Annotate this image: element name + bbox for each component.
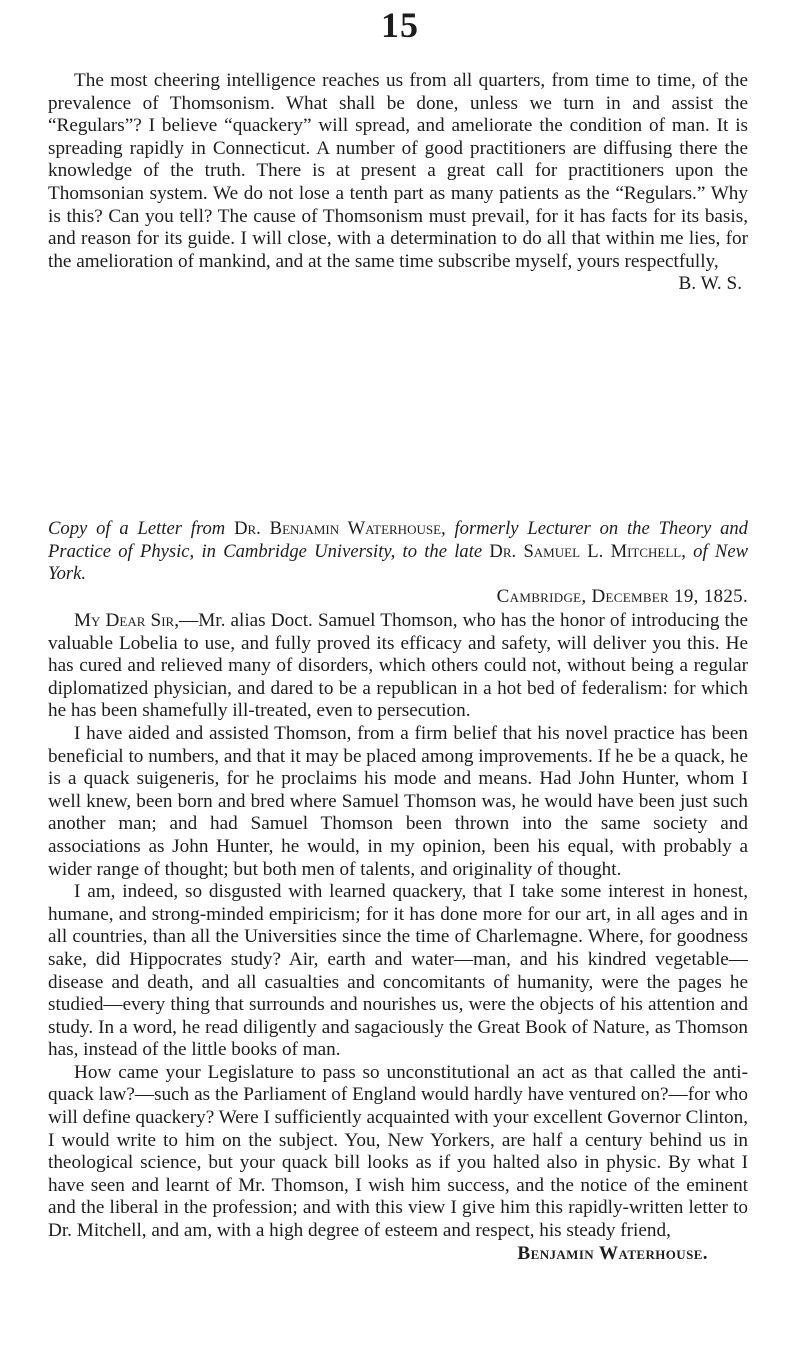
- paragraph-signature: B. W. S.: [678, 273, 742, 295]
- letter-caption: [48, 518, 748, 586]
- paragraph-text: The most cheering intelligence reaches us from all quarters, from time to time, of the prevalence of Thomsonism. What shall be done, unless we turn in and assist the “Regulars”? I believe “quackery” will spread, and ameliorate the condition of man. It is spreading rapidly in Connecticut. A number of good practitioners are diffusing there the knowledge of the truth. There is at present a great call for practitioners upon the Thomsonian system. We do not lose a tenth part as many patients as the “Regulars.” Why is this? Can you tell? The cause of Thomsonism must prevail, for it has facts for its basis, and reason for its guide. I will close, with a determination to do all that within me lies, for the amelioration of mankind, and at the same time subscribe myself, yours respectfully,: [48, 70, 748, 272]
- caption-suffix: , of New York.: [48, 540, 748, 585]
- letter-paragraph-1-text: —Mr. alias Doct. Samuel Thomson, who has the honor of introducing the valuable Lobelia to use, and fully proved its efficacy and safety, will deliver you this. He has cured and relieved many of disorders, which others could not, without being a regular diplomatized physician, and dared to be a republican in a hot bed of federalism: for which he has been shamefully ill-treated, even to persecution.: [48, 610, 748, 722]
- letter-paragraph-2: I have aided and assisted Thomson, from a firm belief that his novel practice has been beneficial to numbers, and that it may be placed among improvements. If he be a quack, he is a quack suigeneris, for he proclaims his mode and means. Had John Hunter, whom I well knew, been born and bred where Samuel Thomson was, he would have been just such another man; and had Samuel Thomson been thrown into the same society and associations as John Hunter, he would, in my opinion, been his equal, with probably a wider range of thought; but both men of talents, and originality of thought.: [48, 722, 748, 880]
- letter-paragraph-1: [48, 610, 748, 723]
- letter-salutation: My Dear Sir,: [74, 610, 179, 631]
- caption-middle: , formerly Lecturer on the Theory and Practice of Physic, in Cambridge University, to the late: [48, 518, 748, 562]
- opening-paragraph: [48, 70, 748, 296]
- letter-paragraph-3: I am, indeed, so disgusted with learned quackery, that I take some interest in honest, humane, and strong-minded empiricism; for it has done more for our art, in all ages and in all countries, than all the Universities since the time of Charlemagne. Where, for goodness sake, did Hippocrates study? Air, earth and water—man, and his kindred vegetable—disease and death, and all casualties and concomitants of humanity, were the pages he studied—every thing that surrounds and nourishes us, were the objects of his attention and study. In a word, he read diligently and sagaciously the Great Book of Nature, as Thomson has, instead of the little books of man.: [48, 881, 748, 1061]
- caption-recipient: Dr. Samuel L. Mitchell: [489, 540, 682, 562]
- letter-paragraph-4: How came your Legislature to pass so unconstitutional an act as that called the anti-quack law?—such as the Parliament of England would hardly have ventured on?—for who will define quackery? Were I sufficiently acquainted with your excellent Governor Clinton, I would write to him on the subject. You, New Yorkers, are half a century behind us in theological science, but your quack bill looks as if you halted also in physic. By what I have seen and learnt of Mr. Thomson, I wish him success, and the notice of the eminent and the liberal in the profession; and with this view I give him this rapidly-written letter to Dr. Mitchell, and am, with a high degree of esteem and respect, his steady friend,: [48, 1061, 748, 1242]
- letter-signature: Benjamin Waterhouse.: [517, 1242, 708, 1264]
- caption-author: Dr. Benjamin Waterhouse: [234, 518, 442, 539]
- caption-prefix: Copy of a Letter from: [48, 518, 226, 539]
- letter-body: [48, 610, 748, 1265]
- letter-dateline: Cambridge, December 19, 1825.: [496, 586, 748, 607]
- page-number: 15: [381, 5, 419, 45]
